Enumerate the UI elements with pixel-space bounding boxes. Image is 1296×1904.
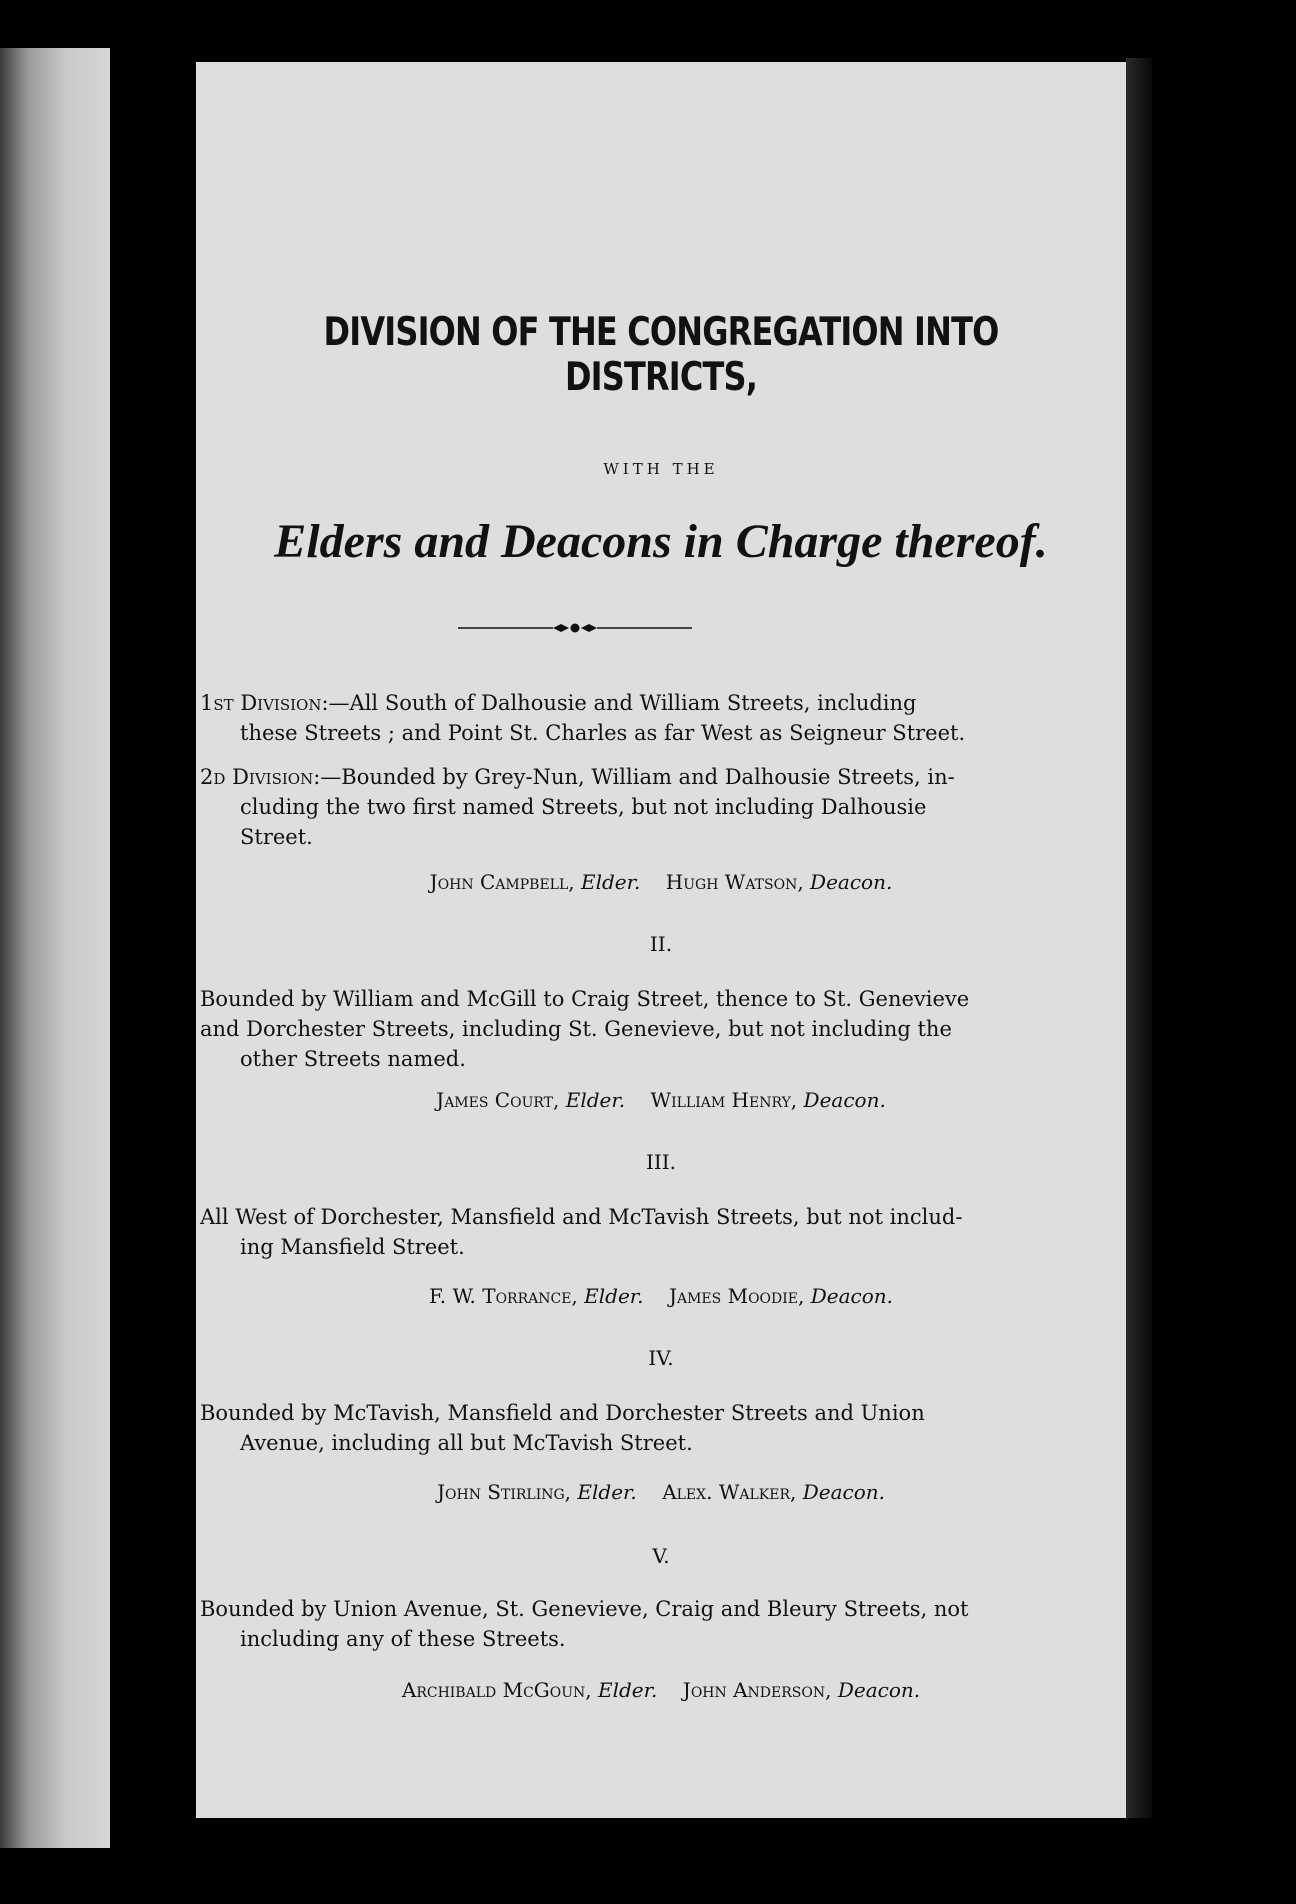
elder-role: Elder.: [598, 1678, 658, 1702]
deacon-role: Deacon.: [803, 1088, 886, 1112]
section-3-paragraph: [200, 1202, 980, 1262]
division-1-label: 1st Division: [200, 691, 322, 715]
division-2-label: 2d Division: [200, 765, 314, 789]
book-gutter: [110, 0, 196, 1904]
deacon-name: William Henry,: [650, 1088, 798, 1112]
document-page: [196, 62, 1126, 1818]
section-4-paragraph: [200, 1398, 980, 1458]
section-2-line-3: other Streets named.: [240, 1047, 466, 1071]
deacon-name: John Anderson,: [682, 1678, 832, 1702]
section-4-line-2: Avenue, including all but McTavish Street.: [240, 1431, 693, 1455]
elder-name: F. W. Torrance,: [428, 1284, 578, 1308]
elder-name: Archibald McGoun,: [401, 1678, 592, 1702]
division-2-text: :—Bounded by Grey-Nun, William and Dalhousie Streets, in-: [313, 765, 955, 789]
division-2-continuation-1: cluding the two first named Streets, but not including Dalhousie: [240, 795, 927, 819]
section-3-line-1: All West of Dorchester, Mansfield and McTavish Streets, but not includ-: [200, 1205, 963, 1229]
section-2-officers: [196, 1088, 1126, 1112]
facing-page-edge: [0, 48, 110, 1848]
section-2-line-1: Bounded by William and McGill to Craig Street, thence to St. Genevieve: [200, 987, 970, 1011]
page-subheading: Elders and Deacons in Charge thereof.: [274, 515, 1048, 568]
deacon-role: Deacon.: [810, 1284, 893, 1308]
division-1-paragraph: [200, 688, 980, 748]
elder-role: Elder.: [577, 1480, 637, 1504]
section-3-numeral: III.: [645, 1150, 677, 1174]
division-2-continuation-2: Street.: [240, 825, 313, 849]
deacon-role: Deacon.: [810, 870, 893, 894]
section-4-numeral: IV.: [648, 1346, 674, 1370]
section-4-officers: [196, 1480, 1126, 1504]
deacon-name: Hugh Watson,: [665, 870, 804, 894]
deacon-role: Deacon.: [837, 1678, 921, 1702]
page-edge-shadow: [1126, 58, 1152, 1818]
elder-role: Elder.: [580, 870, 641, 894]
deacon-name: Alex. Walker,: [662, 1480, 797, 1504]
division-1-continuation: these Streets ; and Point St. Charles as far West as Seigneur Street.: [240, 721, 966, 745]
elder-name: James Court,: [436, 1088, 560, 1112]
elder-role: Elder.: [584, 1284, 644, 1308]
elder-role: Elder.: [565, 1088, 626, 1112]
division-2-paragraph: [200, 762, 980, 852]
section-5-line-1: Bounded by Union Avenue, St. Genevieve, Craig and Bleury Streets, not: [200, 1597, 969, 1621]
section-2-paragraph: [200, 984, 980, 1074]
section-5-numeral: V.: [652, 1544, 670, 1568]
elder-name: John Stirling,: [436, 1480, 572, 1504]
section-5-officers: [196, 1678, 1126, 1702]
ornament-divider: [458, 618, 692, 638]
section-3-line-2: ing Mansfield Street.: [240, 1235, 465, 1259]
elder-name: John Campbell,: [429, 870, 575, 894]
section-4-line-1: Bounded by McTavish, Mansfield and Dorchester Streets and Union: [200, 1401, 925, 1425]
deacon-role: Deacon.: [802, 1480, 886, 1504]
section-3-officers: [196, 1284, 1126, 1308]
deacon-name: James Moodie,: [668, 1284, 805, 1308]
section-2-line-2: and Dorchester Streets, including St. Genevieve, but not including the: [200, 1017, 952, 1041]
section-5-line-2: including any of these Streets.: [240, 1627, 566, 1651]
division-1-text: :—All South of Dalhousie and William Streets, including: [321, 691, 917, 715]
section-2-numeral: II.: [649, 932, 673, 956]
section-5-paragraph: [200, 1594, 980, 1654]
section-1-officers: [196, 870, 1126, 894]
page-title: DIVISION OF THE CONGREGATION INTO DISTRICTS,: [323, 310, 999, 400]
page-subtitle: WITH THE: [603, 460, 719, 478]
